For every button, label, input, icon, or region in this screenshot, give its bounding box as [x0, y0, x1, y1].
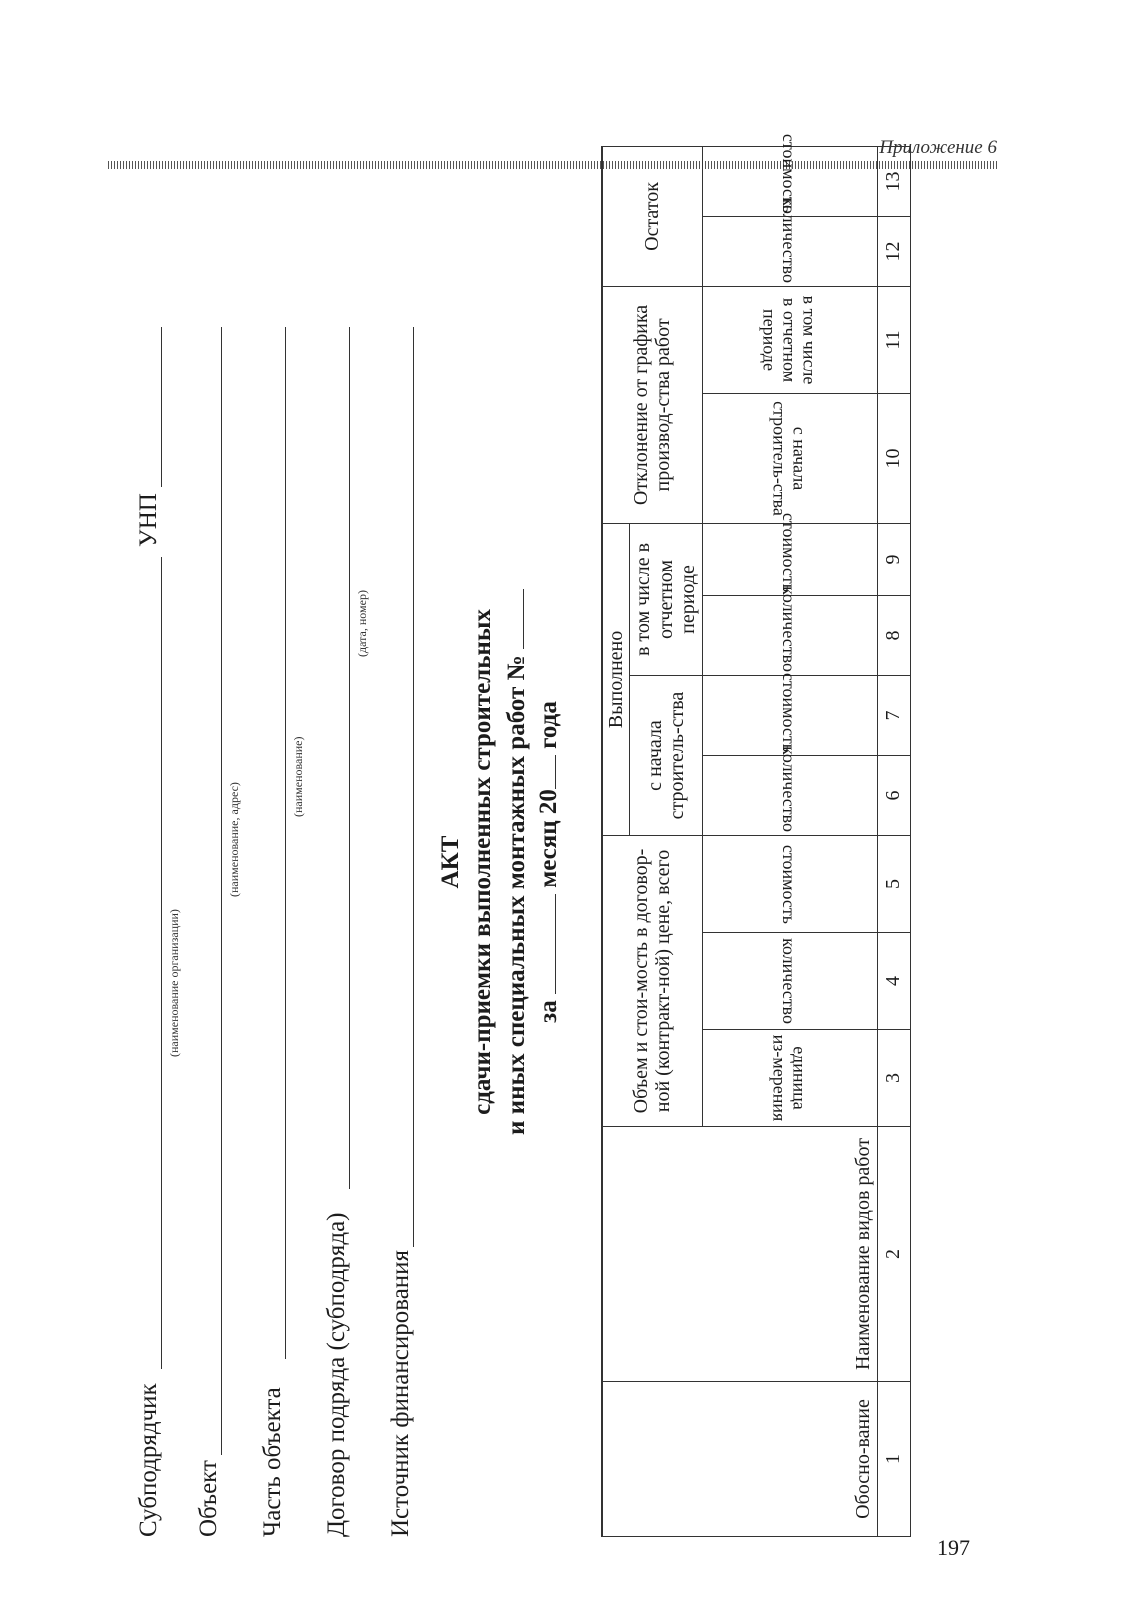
col-basis-header — [602, 1382, 877, 1537]
object-label: Объект — [195, 1460, 222, 1537]
col-done-period-header — [630, 523, 702, 675]
part-line — [285, 327, 286, 1359]
page-number: 197 — [937, 1535, 970, 1560]
rotated-form — [133, 133, 933, 1537]
col-num: 12 — [877, 216, 910, 286]
col-num: 9 — [877, 523, 910, 595]
col-volume-header — [602, 836, 702, 1127]
unp-line — [161, 327, 162, 487]
period-blank — [533, 894, 556, 994]
contract-line — [349, 327, 350, 1189]
act-subtitle-1: сдачи-приемки выполненных строительных — [469, 609, 496, 1115]
period-year: года — [535, 701, 562, 749]
col-rest-header — [602, 146, 702, 286]
col-deviation-header — [602, 286, 702, 523]
act-subtitle-2 — [501, 187, 531, 1537]
col-qty-header — [702, 746, 877, 836]
col-unit-text: единица из-мерения — [768, 1034, 810, 1122]
col-cost-text: стоимость — [779, 512, 800, 592]
col-basis-text: Обосно-вание — [852, 1399, 875, 1519]
col-num: 3 — [877, 1030, 910, 1127]
col-done-header — [602, 523, 630, 835]
col-qty-header — [702, 933, 877, 1030]
field-subcontractor — [133, 187, 181, 1537]
col-num: 10 — [877, 393, 910, 523]
period-za: за — [535, 1000, 562, 1023]
col-cost-text: стоимость — [779, 672, 800, 752]
col-dev-period-text: в том числе в отчетном периоде — [758, 295, 820, 385]
field-part — [257, 187, 305, 1537]
field-object — [193, 187, 241, 1537]
col-dev-start-text: с начала строитель-ства — [768, 401, 810, 516]
col-done-start-header — [630, 676, 702, 836]
org-caption: (наименование организации) — [167, 909, 181, 1057]
field-funding — [385, 187, 417, 1537]
funding-line — [413, 327, 414, 1247]
unp-label: УНП — [135, 493, 162, 547]
part-caption: (наименование) — [291, 736, 305, 817]
act-title: АКТ — [437, 835, 464, 889]
col-qty-text: количество — [779, 197, 800, 283]
object-caption: (наименование, адрес) — [227, 782, 241, 897]
col-done-text: Выполнено — [605, 630, 627, 729]
col-qty-text: количество — [779, 938, 800, 1024]
subcontractor-label: Субподрядчик — [135, 1383, 162, 1537]
col-num: 6 — [877, 756, 910, 836]
field-contract — [321, 187, 369, 1537]
act-period — [533, 187, 563, 1537]
year-blank — [533, 755, 556, 789]
part-label: Часть объекта — [259, 1387, 286, 1537]
contract-caption: (дата, номер) — [355, 590, 369, 657]
col-cost-header — [702, 133, 877, 216]
col-num: 5 — [877, 836, 910, 933]
col-unit-header — [702, 1030, 877, 1127]
col-num: 11 — [877, 286, 910, 393]
col-cost-header — [702, 836, 877, 933]
period-month: месяц 20 — [535, 789, 562, 888]
contract-label: Договор подряда (субподряда) — [323, 1212, 350, 1537]
col-rest-text: Остаток — [641, 182, 664, 251]
col-volume-text: Объем и стои-мость в договор-ной (контракт-ной) цене, всего — [629, 848, 675, 1114]
col-done-period-text: в том числе в отчетном периоде — [632, 542, 700, 657]
col-num: 8 — [877, 596, 910, 676]
col-cost-header — [702, 512, 877, 595]
subcontractor-line — [161, 557, 162, 1369]
col-dev-start-header — [702, 393, 877, 523]
col-num: 7 — [877, 676, 910, 756]
col-num: 4 — [877, 933, 910, 1030]
col-dev-period-header — [702, 286, 877, 393]
column-numbers-row — [877, 146, 910, 1536]
act-number-label: и иных специальных монтажных работ № — [503, 655, 530, 1135]
col-qty-header — [702, 586, 877, 676]
funding-label: Источник финансирования — [387, 1249, 414, 1537]
col-qty-text: количество — [779, 586, 800, 672]
act-table — [601, 133, 911, 1537]
appendix-label: Приложение 6 — [879, 137, 997, 158]
col-num: 13 — [877, 146, 910, 216]
col-qty-text: количество — [779, 746, 800, 832]
col-done-start-text: с начала строитель-ства — [643, 691, 688, 820]
col-cost-text: стоимость — [779, 844, 800, 924]
col-cost-text: стоимость — [779, 133, 800, 213]
col-num: 2 — [877, 1127, 910, 1382]
object-line — [221, 327, 222, 1455]
col-cost-header — [702, 672, 877, 756]
col-num: 1 — [877, 1382, 910, 1537]
col-deviation-text: Отклонение от графика производ-ства работ — [629, 304, 675, 506]
col-qty-header — [702, 197, 877, 286]
col-name-header — [602, 1127, 877, 1382]
col-name-text: Наименование видов работ — [852, 1138, 875, 1370]
act-number-line — [501, 589, 524, 649]
